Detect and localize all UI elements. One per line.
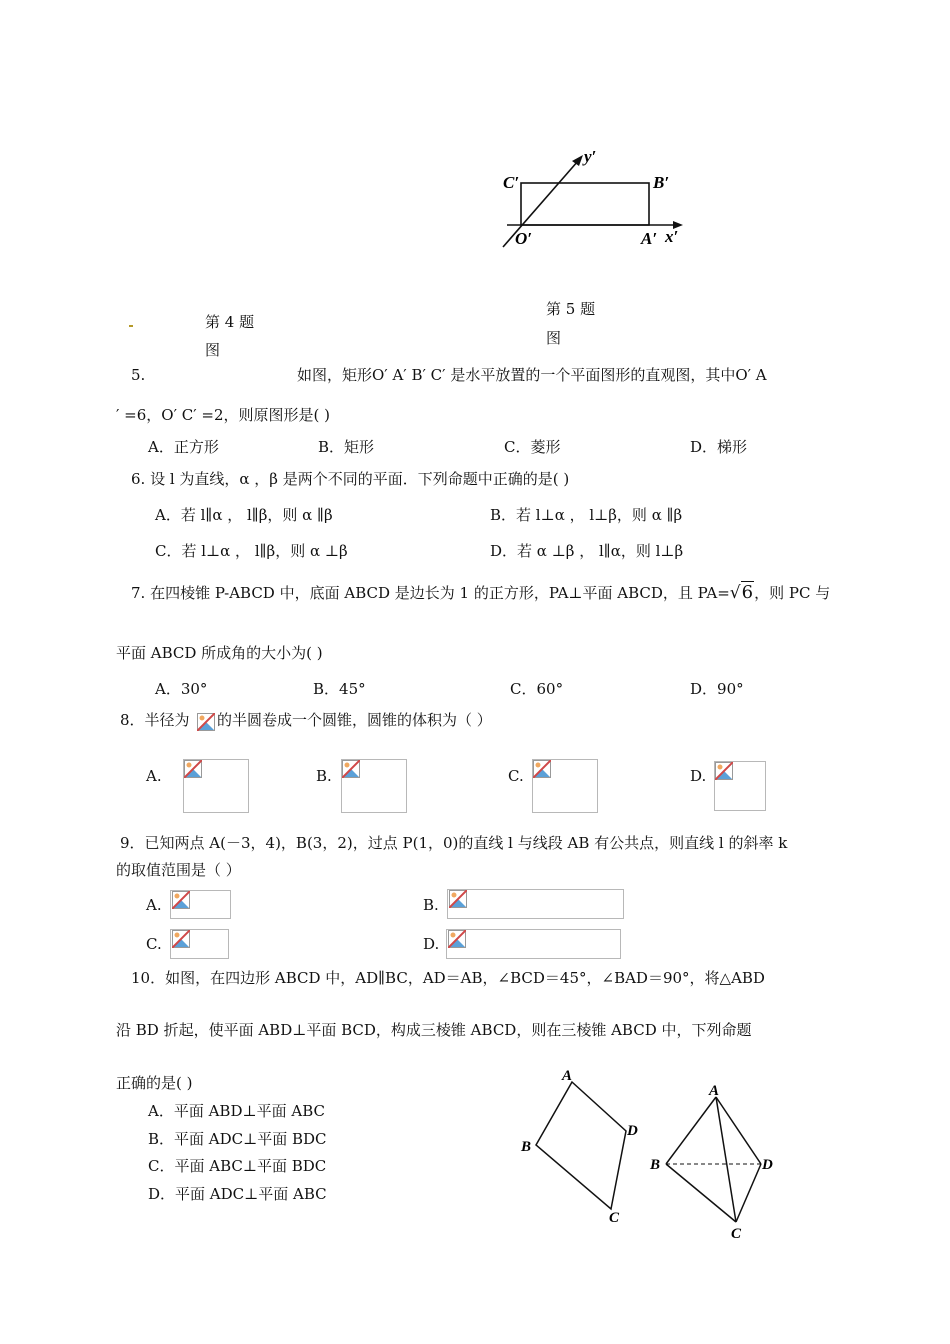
edge-dc	[736, 1164, 761, 1222]
sqrt-symbol: √	[729, 583, 741, 603]
q5-number: 5.	[131, 366, 146, 384]
broken-image-icon	[715, 762, 733, 780]
q6-option-c: C．若 l⊥α ， l∥β，则 α ⊥β	[155, 542, 348, 560]
quad-label-c: C	[609, 1210, 620, 1226]
broken-image-icon	[197, 713, 215, 731]
q7-option-a: A．30°	[155, 680, 208, 698]
q9-option-b: B.	[423, 896, 439, 914]
label-y: y′	[584, 148, 597, 166]
edge-ac	[716, 1097, 736, 1222]
label-c: C′	[503, 173, 520, 192]
q8-option-a: A.	[146, 767, 162, 785]
q7-stem-text: 7. 在四棱锥 P-ABCD 中，底面 ABCD 是边长为 1 的正方形，PA⊥平面 ABCD，且 PA=	[131, 584, 730, 602]
q8-stem-a: 8．半径为	[120, 711, 190, 729]
q9-option-d-image	[446, 929, 621, 959]
quad-label-b: B	[521, 1139, 532, 1155]
label-a: A′	[641, 229, 658, 248]
q10-option-d: D．平面 ADC⊥平面 ABC	[148, 1185, 327, 1203]
q10-stem: 10．如图，在四边形 ABCD 中，AD∥BC，AD＝AB，∠BCD＝45°，∠BAD＝90°，将△ABD	[131, 969, 765, 987]
edge-ab	[666, 1097, 716, 1164]
q9-option-c: C.	[146, 935, 162, 953]
broken-image-icon	[449, 890, 467, 908]
broken-image-icon	[184, 760, 202, 778]
figure-10-tetrahedron	[645, 1080, 785, 1242]
fig5-caption-line1: 第 5 题	[546, 300, 596, 318]
tetra-label-d: D	[762, 1157, 773, 1173]
quadrilateral-abcd	[536, 1082, 626, 1209]
sqrt-radicand: 6	[741, 582, 754, 603]
q6-stem: 6. 设 l 为直线，α ，β 是两个不同的平面．下列命题中正确的是( )	[131, 470, 570, 488]
q7-stem	[131, 584, 830, 602]
q10-stem-line2: 沿 BD 折起，使平面 ABD⊥平面 BCD，构成三棱锥 ABCD，则在三棱锥 ABCD 中，下列命题	[116, 1021, 752, 1039]
fig4-caption-line1: 第 4 题	[205, 313, 255, 331]
q9-option-a: A.	[146, 896, 162, 914]
broken-image-icon	[342, 760, 360, 778]
q9-option-d: D.	[423, 935, 440, 953]
q7-stem-tail: ，则 PC 与	[754, 584, 831, 602]
broken-image-icon	[172, 891, 190, 909]
q9-option-b-image	[447, 889, 624, 919]
q7-option-c: C．60°	[510, 680, 564, 698]
q7-option-d: D．90°	[690, 680, 744, 698]
tetra-label-c: C	[731, 1226, 742, 1242]
tetra-label-a: A	[709, 1083, 720, 1099]
q9-stem: 9．已知两点 A(－3，4)，B(3，2)，过点 P(1，0)的直线 l 与线段 AB 有公共点，则直线 l 的斜率 k	[120, 834, 788, 852]
q5-option-d: D．梯形	[690, 438, 748, 456]
edge-bc	[666, 1164, 736, 1222]
q10-option-b: B．平面 ADC⊥平面 BDC	[148, 1130, 327, 1148]
edge-ad	[716, 1097, 761, 1164]
q5-option-c: C．菱形	[504, 438, 561, 456]
tetra-label-b: B	[650, 1157, 661, 1173]
q8-option-b: B.	[316, 767, 332, 785]
broken-image-icon	[448, 930, 466, 948]
q6-option-d: D．若 α ⊥β ， l∥α，则 l⊥β	[490, 542, 684, 560]
q7-option-b: B．45°	[313, 680, 366, 698]
small-mark	[129, 325, 133, 327]
q5-option-b: B．矩形	[318, 438, 375, 456]
q5-option-a: A．正方形	[148, 438, 219, 456]
q7-stem-line2: 平面 ABCD 所成角的大小为( )	[116, 644, 323, 662]
q5-stem-line2: ′ =6，O′ C′ =2，则原图形是( )	[116, 406, 330, 424]
broken-image-icon	[172, 930, 190, 948]
q5-stem: 如图，矩形O′ A′ B′ C′ 是水平放置的一个平面图形的直观图，其中O′ A	[297, 366, 767, 384]
q6-option-a: A．若 l∥α ， l∥β，则 α ∥β	[155, 506, 333, 524]
quad-label-a: A	[562, 1068, 573, 1084]
label-x: x′	[665, 227, 679, 246]
q10-stem-line3: 正确的是( )	[116, 1074, 193, 1092]
fig5-caption-line2: 图	[546, 329, 562, 347]
label-o: O′	[515, 229, 533, 248]
q10-option-c: C．平面 ABC⊥平面 BDC	[148, 1157, 327, 1175]
y-axis-arrow	[572, 155, 583, 166]
q10-option-a: A．平面 ABD⊥平面 ABC	[148, 1102, 325, 1120]
q9-stem-line2: 的取值范围是（ ）	[116, 861, 241, 879]
q8-stem-b: 的半圆卷成一个圆锥，圆锥的体积为（ ）	[217, 711, 492, 729]
q8-option-d: D.	[690, 767, 707, 785]
broken-image-icon	[533, 760, 551, 778]
q6-option-b: B．若 l⊥α ， l⊥β，则 α ∥β	[490, 506, 683, 524]
quad-label-d: D	[627, 1123, 638, 1139]
q8-option-c: C.	[508, 767, 524, 785]
fig4-caption-line2: 图	[205, 341, 221, 359]
label-b: B′	[653, 173, 670, 192]
figure-10-quadrilateral	[515, 1064, 645, 1229]
figure-5-oblique-rectangle	[495, 148, 695, 256]
